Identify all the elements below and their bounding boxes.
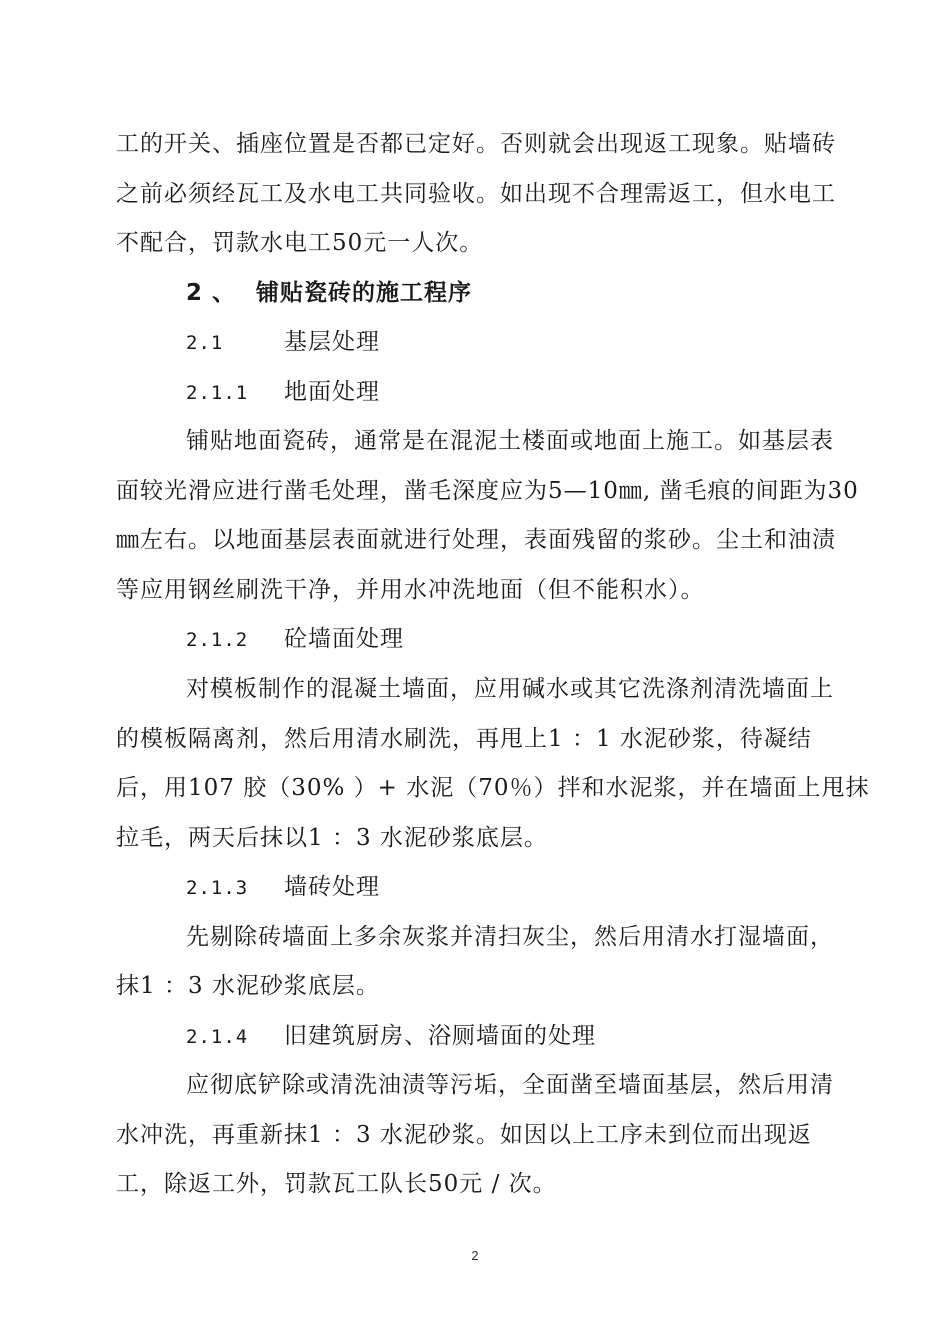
body-line: 等应用钢丝刷洗干净，并用水冲洗地面（但不能积水）。 [116, 577, 705, 603]
body-line: 之前必须经瓦工及水电工共同验收。如出现不合理需返工，但水电工 [116, 181, 836, 207]
body-line: ㎜左右。以地面基层表面就进行处理，表面残留的浆砂。尘土和油渍 [116, 527, 836, 553]
section-number: 2 、 [186, 280, 237, 306]
body-line: 水冲洗，再重新抹1 ：3 水泥砂浆。如因以上工序未到位而出现返 [116, 1122, 812, 1148]
body-line: 先剔除砖墙面上多余灰浆并清扫灰尘，然后用清水打湿墙面， [186, 924, 834, 950]
subsection-heading-2-1-1 [186, 375, 906, 409]
subsection-title: 砼墙面处理 [284, 626, 404, 652]
subsection-heading-2-1 [186, 325, 906, 359]
subsection-number: 2.1.4 [186, 1026, 249, 1048]
section-heading-2 [186, 276, 906, 310]
body-line: 抹1 ：3 水泥砂浆底层。 [116, 973, 380, 999]
subsection-heading-2-1-3 [186, 870, 906, 904]
body-line: 后，用107 胶（30% ）+ 水泥（70％）拌和水泥浆，并在墙面上甩抹 [116, 775, 870, 801]
body-line: 拉毛，两天后抹以1 ：3 水泥砂浆底层。 [116, 825, 548, 851]
subsection-title: 基层处理 [284, 329, 380, 355]
body-line: 对模板制作的混凝土墙面，应用碱水或其它洗涤剂清洗墙面上 [186, 676, 834, 702]
subsection-title: 地面处理 [284, 379, 380, 405]
section-title: 铺贴瓷砖的施工程序 [256, 280, 472, 306]
subsection-title: 墙砖处理 [284, 874, 380, 900]
body-line: 工的开关、插座位置是否都已定好。否则就会出现返工现象。贴墙砖 [116, 131, 836, 157]
subsection-number: 2.1.2 [186, 629, 249, 651]
body-line: 工，除返工外，罚款瓦工队长50元 / 次。 [116, 1171, 557, 1197]
page-number: 2 [471, 1248, 479, 1263]
body-line: 铺贴地面瓷砖，通常是在混泥土楼面或地面上施工。如基层表 [186, 428, 834, 454]
subsection-heading-2-1-2 [186, 622, 906, 656]
subsection-title: 旧建筑厨房、浴厕墙面的处理 [284, 1023, 596, 1049]
body-line: 应彻底铲除或清洗油渍等污垢，全面凿至墙面基层，然后用清 [186, 1072, 834, 1098]
subsection-number: 2.1.3 [186, 877, 249, 899]
subsection-heading-2-1-4 [186, 1019, 906, 1053]
subsection-number: 2.1 [186, 332, 224, 354]
subsection-number: 2.1.1 [186, 382, 249, 404]
body-line: 面较光滑应进行凿毛处理，凿毛深度应为5—10㎜, 凿毛痕的间距为30 [116, 478, 859, 504]
body-line: 不配合，罚款水电工50元一人次。 [116, 230, 484, 256]
body-line: 的模板隔离剂，然后用清水刷洗，再甩上1 ：1 水泥砂浆，待凝结 [116, 726, 812, 752]
